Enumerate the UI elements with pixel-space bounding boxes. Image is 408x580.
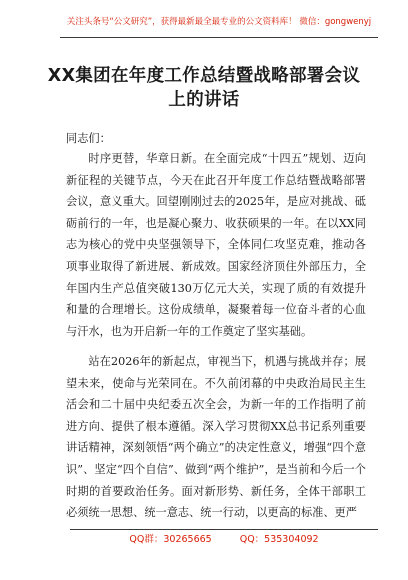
header-divider [60, 37, 378, 38]
body-paragraph: 时序更替，华章日新。在全面完成“十四五”规划、迈向新征程的关键节点，今天在此召开年度工作总结暨战略部署会议，意义重大。回望刚刚过去的2025年，是应对挑战、砥砺前行的一年，也是凝心聚力、收获硕果的一年。在以XX同志为核心的党中央坚强领导下，全体同仁攻坚克难，推动各项事业取得了新进展、新成效。国家经济顶住外部压力，全年国内生产总值突破130万亿元大关，实现了质的有效提升和量的合理增长。这份成绩单，凝聚着每一位奋斗者的心血与汗水，也为开启新一年的工作奠定了坚实基础。 [66, 152, 366, 338]
title-line-1: XX集团在年度工作总结暨战略部署会议 [47, 66, 361, 86]
body-paragraph: 站在2026年的新起点，审视当下，机遇与挑战并存；展望未来，使命与光荣同在。不久前闭幕的中央政治局民主生活会和二十届中央纪委五次全会，为新一年的工作指明了前进方向、提供了根本遵循。深入学习贯彻XX总书记系列重要讲话精神，深刻领悟“两个确立”的决定性意义，增强“四个意识”、坚定“四个自信”、做到“两个维护”，是当前和今后一个时期的首要政治任务。面对新形势、新任务，全体干部职工必须统一思想、统一意志、统一行动，以更高的标准、更严 [66, 355, 366, 520]
page-header [60, 16, 378, 38]
qq-group-text: QQ群：30265665 [129, 534, 212, 545]
document-title [40, 64, 368, 112]
qq-text: QQ：535304092 [239, 534, 319, 545]
footer-contact [70, 530, 378, 547]
title-line-2: 上的讲话 [168, 90, 240, 110]
page-footer [70, 529, 378, 549]
salutation: 同志们： [66, 132, 111, 145]
header-text: 关注头条号“公文研究”，获得最新最全最专业的公文资料库！ 微信：gongwenyj [66, 17, 372, 27]
